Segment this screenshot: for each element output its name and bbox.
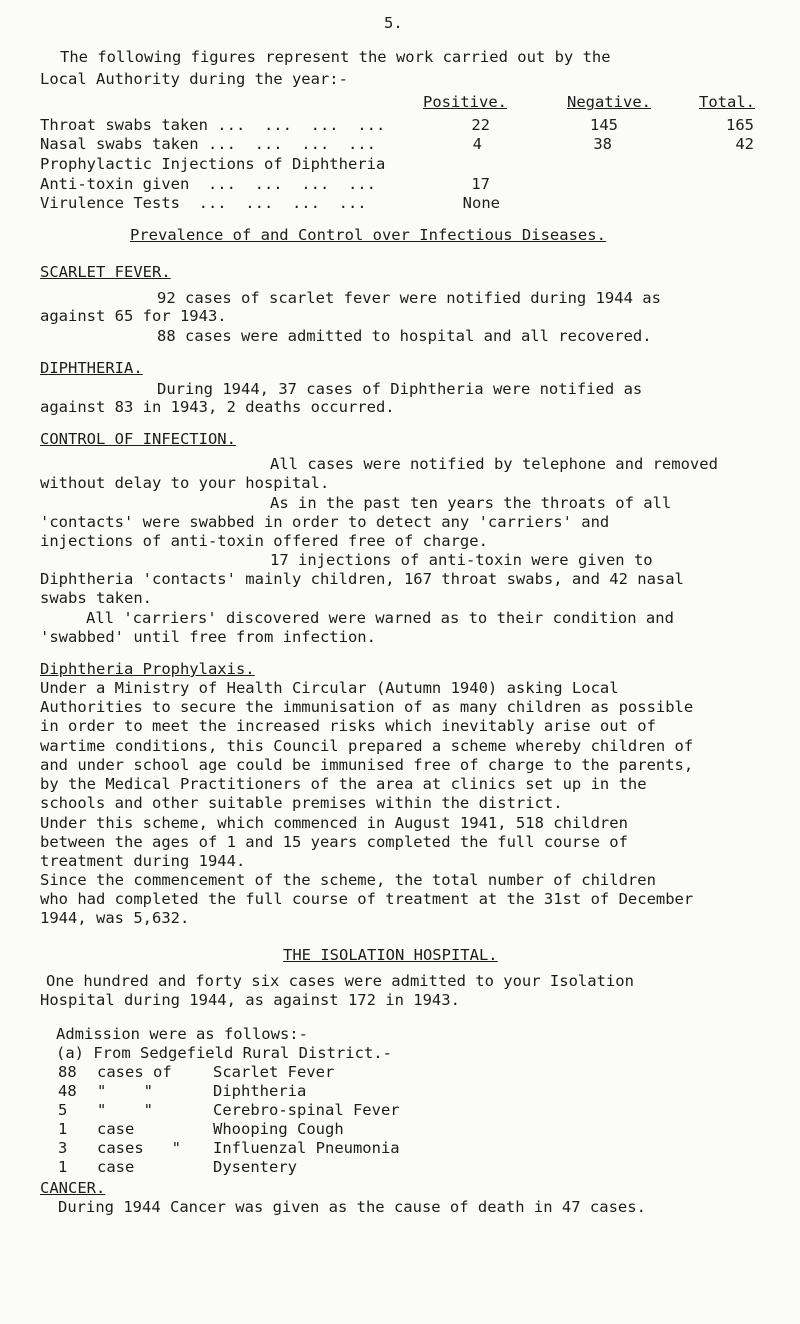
admission-count: 3 [58,1139,68,1157]
header-positive: Positive. [423,93,507,111]
admission-count: 1 [58,1158,68,1176]
paragraph-line: Under this scheme, which commenced in August 1941, 518 children [40,814,628,832]
paragraph-line: and under school age could be immunised free of charge to the parents, [40,756,694,774]
admission-count: 48 [58,1082,77,1100]
table-cell-negative: 38 [593,135,612,153]
paragraph-line: One hundred and forty six cases were admitted to your Isolation [46,972,634,990]
paragraph-line: 1944, was 5,632. [40,909,190,927]
paragraph-line: During 1944, 37 cases of Diphtheria were notified as [157,380,643,398]
paragraph-line: treatment during 1944. [40,852,246,870]
paragraph-line: During 1944 Cancer was given as the cause of death in 47 cases. [58,1198,646,1216]
admission-disease: Cerebro-spinal Fever [213,1101,400,1119]
paragraph-line: Hospital during 1944, as against 172 in 1943. [40,991,460,1009]
admission-count: 88 [58,1063,77,1081]
admission-unit: case [97,1158,135,1176]
table-row-label: Anti-toxin given ... ... ... ... [40,175,376,193]
paragraph-line: wartime conditions, this Council prepared a scheme whereby children of [40,737,694,755]
admission-intro: Admission were as follows:- [56,1025,308,1043]
isolation-hospital-heading: THE ISOLATION HOSPITAL. [283,946,498,964]
admission-disease: Influenzal Pneumonia [213,1139,400,1157]
paragraph-line: 88 cases were admitted to hospital and all recovered. [157,327,652,345]
paragraph-line: schools and other suitable premises within the district. [40,794,563,812]
paragraph-line: Under a Ministry of Health Circular (Autumn 1940) asking Local [40,679,619,697]
paragraph-line: All 'carriers' discovered were warned as to their condition and [86,609,674,627]
table-row-label: Prophylactic Injections of Diphtheria [40,155,386,173]
table-cell-positive: 4 [472,135,482,153]
admission-disease: Dysentery [213,1158,297,1176]
intro-line-2: Local Authority during the year:- [40,70,348,88]
header-total: Total. [699,93,755,111]
paragraph-line: who had completed the full course of treatment at the 31st of December [40,890,694,908]
prevalence-heading: Prevalence of and Control over Infectious Diseases. [130,226,606,244]
admission-disease: Diphtheria [213,1082,307,1100]
paragraph-line: against 65 for 1943. [40,307,227,325]
paragraph-line: between the ages of 1 and 15 years completed the full course of [40,833,628,851]
admission-unit: cases " [97,1139,181,1157]
paragraph-line: Since the commencement of the scheme, the total number of children [40,871,656,889]
table-row-label: Virulence Tests ... ... ... ... [40,194,367,212]
diphtheria-heading: DIPHTHERIA. [40,359,143,377]
paragraph-line: Authorities to secure the immunisation of as many children as possible [40,698,694,716]
admission-unit: cases of [97,1063,172,1081]
table-cell-positive: None [462,194,500,212]
paragraph-line: 'swabbed' until free from infection. [40,628,376,646]
admission-disease: Scarlet Fever [213,1063,335,1081]
admission-unit: " " [97,1082,153,1100]
paragraph-line: in order to meet the increased risks which inevitably arise out of [40,717,656,735]
paragraph-line: 17 injections of anti-toxin were given to [270,551,653,569]
paragraph-line: against 83 in 1943, 2 deaths occurred. [40,398,395,416]
admission-source: (a) From Sedgefield Rural District.- [56,1044,392,1062]
admission-unit: " " [97,1101,153,1119]
paragraph-line: without delay to your hospital. [40,474,330,492]
paragraph-line: Diphtheria 'contacts' mainly children, 167 throat swabs, and 42 nasal [40,570,684,588]
admission-unit: case [97,1120,135,1138]
intro-line-1: The following figures represent the work carried out by the [60,48,611,66]
paragraph-line: 92 cases of scarlet fever were notified during 1944 as [157,289,661,307]
table-row-label: Nasal swabs taken ... ... ... ... [40,135,376,153]
table-row-label: Throat swabs taken ... ... ... ... [40,116,386,134]
table-cell-negative: 145 [590,116,618,134]
paragraph-line: As in the past ten years the throats of all [270,494,672,512]
table-cell-total: 42 [735,135,754,153]
admission-disease: Whooping Cough [213,1120,344,1138]
header-negative: Negative. [567,93,651,111]
paragraph-line: All cases were notified by telephone and removed [270,455,718,473]
table-cell-positive: 17 [471,175,490,193]
admission-count: 5 [58,1101,68,1119]
scarlet-fever-heading: SCARLET FEVER. [40,263,171,281]
table-cell-total: 165 [726,116,754,134]
paragraph-line: injections of anti-toxin offered free of charge. [40,532,488,550]
table-cell-positive: 22 [471,116,490,134]
paragraph-line: 'contacts' were swabbed in order to detect any 'carriers' and [40,513,610,531]
control-of-infection-heading: CONTROL OF INFECTION. [40,430,236,448]
paragraph-line: swabs taken. [40,589,152,607]
diphtheria-prophylaxis-heading: Diphtheria Prophylaxis. [40,660,255,678]
admission-count: 1 [58,1120,68,1138]
cancer-heading: CANCER. [40,1179,106,1197]
page-number: 5. [384,14,403,32]
paragraph-line: by the Medical Practitioners of the area at clinics set up in the [40,775,647,793]
